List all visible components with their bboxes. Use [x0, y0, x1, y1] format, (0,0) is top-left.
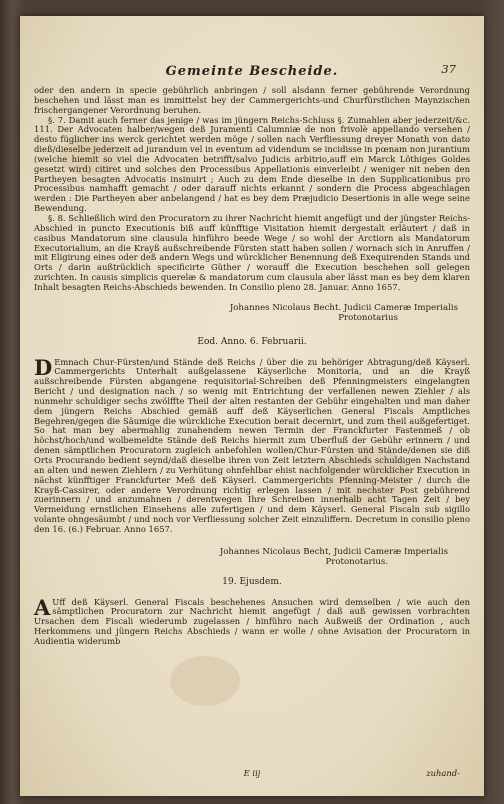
paragraph-section-8: §. 8. Schließlich wird den Procuratorn zu ihrer Nachricht hiemit angefügt und der jüngster Reichs-Abschied in puncto Executionis biß auff künfftige Visitation hiemit dergestalt erläutert / daß in casibus Mandatorum sine clausula hinführo beede Wege / so wohl der Arctiorn als Mandatorum Executorialium, an die Krayß außschreibende Fürsten statt haben sollen / wornach sich in Anruffen / mit Eligirung eines oder deß andern Wegs und würcklicher Benennung deß Exequirenden Stands und Orts / darin außtrücklich specificirte Güther / worauff die Execution beschehen soll gelegen zurichten. In causis simplicis querelæ & mandatorum cum clausula aber lässt man es bey dem klaren Inhalt besagten Reichs-Abschieds bewenden. In Consilio pleno 28. Januar. Anno 1657.	[34, 212, 470, 292]
paragraph-section-7: §. 7. Damit auch ferner das jenige / was im jüngern Reichs-Schluss §. Zumahlen aber jederzeit/&c. 111. Der Advocaten halber/wegen deß Juramenti Calumniæ de non frivolè appellando versehen / desto füglicher ins werck gerichtet werden möge / sollen nach Verfliessung dreyer Monath von dato dieß/dieselbe jederzeit ad jurandum vel in eventum ad videndum se incidisse in pœnam non jurantium (welche hiemit so viel die Advocaten betrifft/salvo Judicis arbitrio,auff ein Marck Löthiges Goldes gesetzt wird) citiret und solches den Processibus Appellationis einverleibt / weniger nit neben den Partheyen besagten Advocatis insinuirt ; Auch zu dem Ende dieselbe in den Supplicationibus pro Processibus namhafft gemacht / oder darauff nichts erkannt / sondern die Process abgeschlagen werden : Die Partheyen aber anbelangend / hat es bey dem Præjudicio Desertionis in alle wege seine Bewendung.	[34, 114, 470, 214]
fiscal-text: Uff deß Käyserl. General Fiscals beschehenes Ansuchen wird demselben / wie auch den sämptlichen Procuratorn zur Nachricht hiemit angefügt / daß auß gewissen vorbrachten Ursachen dem Fiscali wiederumb zugelassen / hinführo nach Außweiß der Ordination , auch Herkommens und jüngern Reichs Abschieds / wann er wolle / ohne Avisation der Procuratorn in Audientia widerumb	[34, 596, 470, 646]
signature-block-1	[34, 303, 470, 324]
running-head-title: Gemeinte Bescheide.	[165, 64, 339, 79]
signature-title: Protonotarius	[338, 313, 398, 324]
drop-cap: D	[34, 354, 53, 380]
paragraph: oder den andern in specie gebührlich anbringen / soll alsdann ferner gebührende Verordnung beschehen und lässt man es immittelst bey der Cammergerichts-und Churfürstlichen Maynzischen frischergangener Verordnung beruhen.	[34, 85, 470, 115]
date-heading-ejusdem: 19. Ejusdem.	[222, 576, 282, 587]
date-heading: Eod. Anno. 6. Februarii.	[197, 336, 307, 347]
signature-name: Johannes Nicolaus Becht, Judicii Cameræ Imperialis	[219, 546, 448, 557]
book-page	[20, 16, 484, 796]
decree-text: Emnach Chur-Fürsten/und Stände deß Reichs / über die zu behöriger Abtragung/deß Käyserl. Cammergerichts Unterhalt außgelassene Käyserliche Monitoria, und an die Krayß außschreibende Fürsten abgangene requisitorial-Schreiben deß Pfenningmeisters eingelangten Bericht / und designation nach / so wenig mit Entrichtung der verfallenen newen Ziehler / als nunmehr schuldiger sechs zwölffte Theil der alten restanten der Gebühr eingehalten und man daher dem jüngern Reichs Abschied gemäß auff deß Käyserlichen General Fiscals Amptliches Begehren/gegen die Säumige die würckliche Execution berait decernirt, und zum theil außgefertiget. So hat man bey abermahlig zunahendem newen Termin der Franckfurter Fastenmeß / ob höchst/hoch/und wolbemeldte Stände deß Reichs hiermit zum Uberfluß der Gebühr erinnern / und denen sämptlichen Procuratorn zugleich anbefohlen wollen/Chur-Fürsten und Stände/denen sie diß Orts Procurando bedient seynd/daß dieselbe ihren von Zeit letztern Abschieds schuldigen Nachstand an alten und newen Ziehlern / zu Verhütung ohnfehlbar ehist nachfolgender würcklicher Execution in nächst künfftiger Franckfurter Meß deß Käyserl. Cammergerichts Pfenning-Meister / durch die Krayß-Cassirer, oder andere Verordnung richtig erlegen lassen / mit nechster Post gebührend zuerinnern / und anzumahnen / derentwegen Ihre Schreiben innerhalb acht Tagen Zeit / bey Vermeidung ernstlichen Einsehens alle zufertigen / und dem Käyserl. General Fiscaln sub sigillo volante ohngesäumbt / und noch vor Verfliessung solcher Zeit einzuliffern. Decretum in consilio pleno den 16. (6.) Februar. Anno 1657.	[34, 356, 470, 534]
paragraph-fiscal	[34, 594, 470, 647]
catchword: zuhand-	[426, 768, 460, 778]
signature-mark: E iij	[243, 768, 261, 778]
page-footer	[34, 768, 470, 779]
page-body	[34, 86, 470, 647]
drop-cap: A	[34, 594, 51, 620]
signature-block-2	[34, 547, 470, 568]
running-head	[20, 64, 484, 86]
signature-title: Protonotarius.	[325, 557, 388, 568]
signature-name: Johannes Nicolaus Becht. Judicii Cameræ Imperialis	[229, 302, 458, 313]
paper-stain	[170, 656, 240, 706]
page-number: 37	[441, 62, 456, 76]
paragraph-decree	[34, 354, 470, 535]
